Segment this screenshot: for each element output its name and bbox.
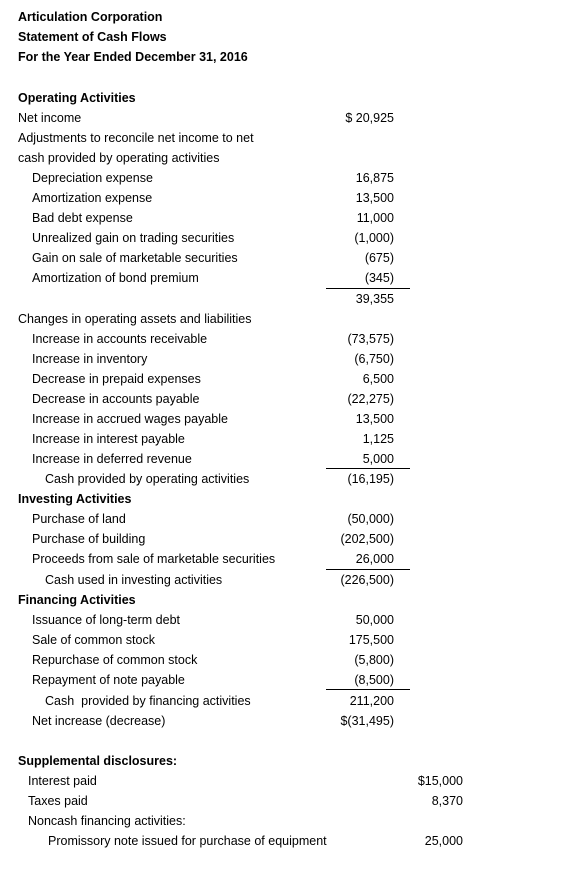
financing-total-row bbox=[0, 691, 564, 711]
row-value: 8,370 bbox=[431, 794, 463, 808]
row-value: (22,275) bbox=[347, 392, 394, 406]
row-value: 6,500 bbox=[362, 372, 394, 386]
statement-period: For the Year Ended December 31, 2016 bbox=[18, 50, 248, 64]
row-label: Cash provided by operating activities bbox=[45, 472, 250, 486]
financing-row bbox=[0, 670, 564, 690]
statement-title: Statement of Cash Flows bbox=[18, 30, 167, 44]
row-value: (8,500) bbox=[354, 673, 394, 687]
changes-heading-row bbox=[0, 309, 564, 329]
row-label: Net increase (decrease) bbox=[32, 714, 166, 728]
section-heading: Operating Activities bbox=[18, 91, 136, 105]
row-value: $ 20,925 bbox=[345, 111, 394, 125]
row-label: Increase in inventory bbox=[32, 352, 148, 366]
change-row bbox=[0, 449, 564, 469]
change-row bbox=[0, 429, 564, 449]
investing-row bbox=[0, 529, 564, 549]
operating-section-title bbox=[0, 88, 564, 108]
row-value: 211,200 bbox=[349, 694, 394, 708]
row-label: Bad debt expense bbox=[32, 211, 133, 225]
financing-row bbox=[0, 610, 564, 630]
row-label: Amortization of bond premium bbox=[32, 271, 199, 285]
row-value: (6,750) bbox=[354, 352, 394, 366]
change-row bbox=[0, 409, 564, 429]
row-value: (226,500) bbox=[340, 573, 394, 587]
adjustments-heading-line2 bbox=[0, 148, 564, 168]
financing-total-underline bbox=[326, 689, 410, 690]
row-value: (73,575) bbox=[347, 332, 394, 346]
row-value: 11,000 bbox=[356, 211, 394, 225]
company-name: Articulation Corporation bbox=[18, 10, 163, 24]
row-label: Changes in operating assets and liabilities bbox=[18, 312, 252, 326]
financing-section-title bbox=[0, 590, 564, 610]
change-row bbox=[0, 329, 564, 349]
section-heading: Financing Activities bbox=[18, 593, 136, 607]
row-label: Purchase of building bbox=[32, 532, 146, 546]
row-label: Proceeds from sale of marketable securities bbox=[32, 552, 276, 566]
adjustments-subtotal-row bbox=[0, 289, 564, 309]
row-label: Cash provided by financing activities bbox=[45, 694, 251, 708]
row-value: 50,000 bbox=[355, 613, 394, 627]
adjustment-row bbox=[0, 168, 564, 188]
row-label: Increase in accrued wages payable bbox=[32, 412, 228, 426]
adjustments-heading-line1 bbox=[0, 128, 564, 148]
financing-row bbox=[0, 630, 564, 650]
row-label: Depreciation expense bbox=[32, 171, 153, 185]
adjustment-row bbox=[0, 228, 564, 248]
adjustment-row bbox=[0, 188, 564, 208]
row-label: Repayment of note payable bbox=[32, 673, 185, 687]
investing-row bbox=[0, 509, 564, 529]
row-label: Increase in interest payable bbox=[32, 432, 185, 446]
investing-row bbox=[0, 549, 564, 569]
row-label: Unrealized gain on trading securities bbox=[32, 231, 235, 245]
row-value: 25,000 bbox=[424, 834, 463, 848]
row-label: Purchase of land bbox=[32, 512, 126, 526]
supplemental-row bbox=[0, 791, 564, 811]
adjustment-row bbox=[0, 208, 564, 228]
row-value: (675) bbox=[364, 251, 394, 265]
section-heading: Investing Activities bbox=[18, 492, 132, 506]
row-label: Amortization expense bbox=[32, 191, 153, 205]
adjustment-row bbox=[0, 248, 564, 268]
row-label: Taxes paid bbox=[28, 794, 88, 808]
supplemental-section-title bbox=[0, 751, 564, 771]
row-label: Repurchase of common stock bbox=[32, 653, 198, 667]
row-label: Decrease in accounts payable bbox=[32, 392, 200, 406]
subtotal-value: 39,355 bbox=[355, 292, 394, 306]
row-value: (345) bbox=[364, 271, 394, 285]
row-label: Increase in deferred revenue bbox=[32, 452, 192, 466]
row-value: (1,000) bbox=[354, 231, 394, 245]
row-value: (16,195) bbox=[347, 472, 394, 486]
row-label: Issuance of long-term debt bbox=[32, 613, 180, 627]
row-label: Net income bbox=[18, 111, 82, 125]
row-value: (202,500) bbox=[340, 532, 394, 546]
row-label: Cash used in investing activities bbox=[45, 573, 223, 587]
supplemental-row bbox=[0, 771, 564, 791]
row-label: Gain on sale of marketable securities bbox=[32, 251, 238, 265]
row-value: 13,500 bbox=[355, 191, 394, 205]
row-label: Promissory note issued for purchase of equipment bbox=[48, 834, 327, 848]
row-value: $15,000 bbox=[417, 774, 463, 788]
row-label: Decrease in prepaid expenses bbox=[32, 372, 201, 386]
row-value: 26,000 bbox=[355, 552, 394, 566]
section-heading: Supplemental disclosures: bbox=[18, 754, 178, 768]
investing-section-title bbox=[0, 489, 564, 509]
row-label: cash provided by operating activities bbox=[18, 151, 220, 165]
supplemental-row bbox=[0, 831, 564, 851]
change-row bbox=[0, 369, 564, 389]
row-value: 5,000 bbox=[362, 452, 394, 466]
row-value: (5,800) bbox=[354, 653, 394, 667]
net-change-row bbox=[0, 711, 564, 731]
operating-total-row bbox=[0, 469, 564, 489]
row-label: Noncash financing activities: bbox=[28, 814, 186, 828]
net-income-row bbox=[0, 108, 564, 128]
financing-row bbox=[0, 650, 564, 670]
row-label: Increase in accounts receivable bbox=[32, 332, 208, 346]
noncash-heading-row bbox=[0, 811, 564, 831]
row-value: $(31,495) bbox=[340, 714, 394, 728]
row-value: 16,875 bbox=[355, 171, 394, 185]
row-value: (50,000) bbox=[347, 512, 394, 526]
investing-total-row bbox=[0, 570, 564, 590]
row-value: 175,500 bbox=[348, 633, 394, 647]
change-row bbox=[0, 389, 564, 409]
row-value: 13,500 bbox=[355, 412, 394, 426]
row-label: Sale of common stock bbox=[32, 633, 155, 647]
row-label: Adjustments to reconcile net income to net bbox=[18, 131, 254, 145]
row-label: Interest paid bbox=[28, 774, 97, 788]
change-row bbox=[0, 349, 564, 369]
row-value: 1,125 bbox=[362, 432, 394, 446]
adjustment-row bbox=[0, 268, 564, 288]
